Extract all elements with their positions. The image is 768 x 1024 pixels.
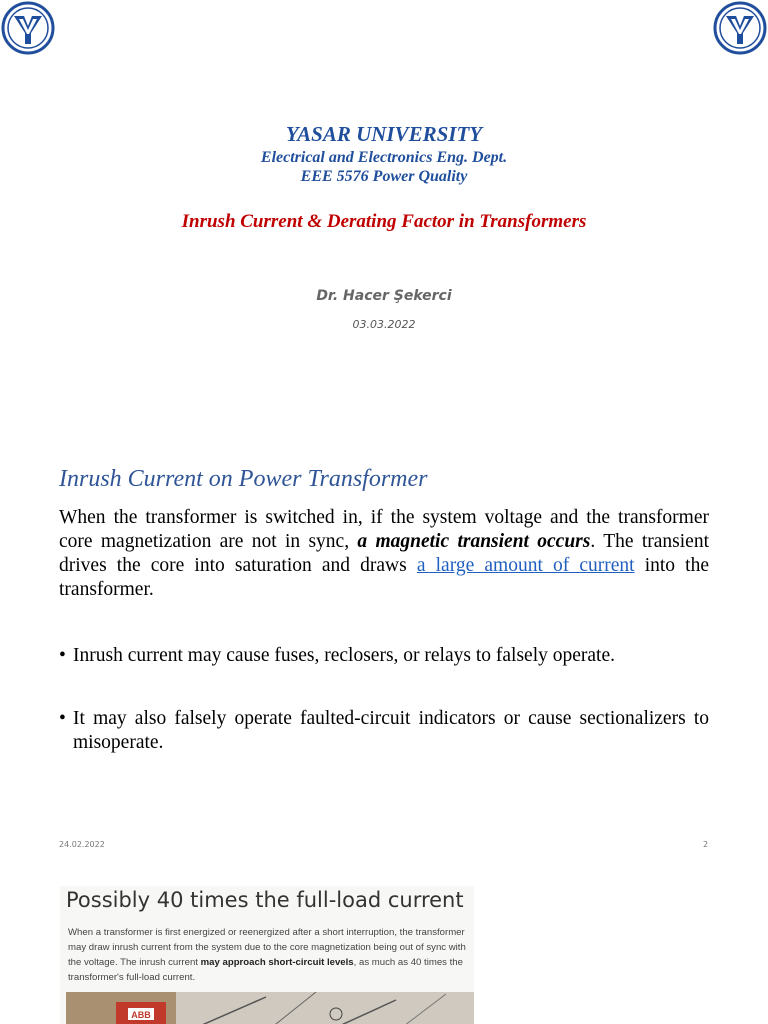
title-slide: [0, 0, 768, 440]
university-logo-icon: [0, 0, 56, 56]
page-number: 2: [703, 840, 709, 849]
bullet-text: It may also falsely operate faulted-circuit indicators or cause sectionalizers to misoperate.: [73, 708, 709, 753]
clipping-text: [68, 925, 468, 985]
clipping-bold: may approach short-circuit levels: [200, 957, 354, 968]
para-text-2: . The transient drives the core into saturation and draws: [59, 531, 709, 576]
para-emphasis: a magnetic transient occurs: [357, 531, 591, 552]
bullet-item: [59, 644, 709, 668]
lecture-title: Inrush Current & Derating Factor in Transformers: [181, 211, 587, 232]
author-name: Dr. Hacer Şekerci: [316, 288, 452, 304]
clipping-slide: [0, 860, 768, 1024]
bullet-text: Inrush current may cause fuses, reclosers, or relays to falsely operate.: [73, 645, 615, 666]
footer-date: 24.02.2022: [59, 840, 105, 849]
content-slide: [0, 440, 768, 860]
bullet-icon: •: [59, 645, 66, 666]
para-text-3: into the transformer.: [59, 555, 709, 600]
transformer-photo: [66, 992, 474, 1024]
intro-paragraph: [59, 506, 709, 602]
clipping-text-2: , as much as 40 times the transformer's full-load current.: [68, 957, 463, 983]
slide-heading: Inrush Current on Power Transformer: [59, 466, 428, 492]
lecture-date: 03.03.2022: [352, 318, 416, 331]
abb-label: ABB: [131, 1010, 151, 1020]
clipping-text-1: When a transformer is first energized or reenergized after a short interruption, the transformer may draw inrush current from the system due to the core magnetization being out of sync with the voltage. The inrush current: [68, 927, 466, 968]
large-current-link[interactable]: a large amount of current: [416, 555, 635, 576]
university-name: YASAR UNIVERSITY: [285, 122, 483, 146]
department-name: Electrical and Electronics Eng. Dept.: [260, 149, 508, 166]
bullet-icon: •: [59, 708, 66, 729]
course-name: EEE 5576 Power Quality: [300, 168, 468, 185]
university-logo-icon: [712, 0, 768, 56]
clipping-title: Possibly 40 times the full-load current: [66, 888, 464, 912]
para-text-1: When the transformer is switched in, if the system voltage and the transformer core magnetization are not in sync,: [59, 507, 709, 552]
bullet-item: [59, 707, 709, 755]
article-clipping: [60, 886, 474, 1024]
